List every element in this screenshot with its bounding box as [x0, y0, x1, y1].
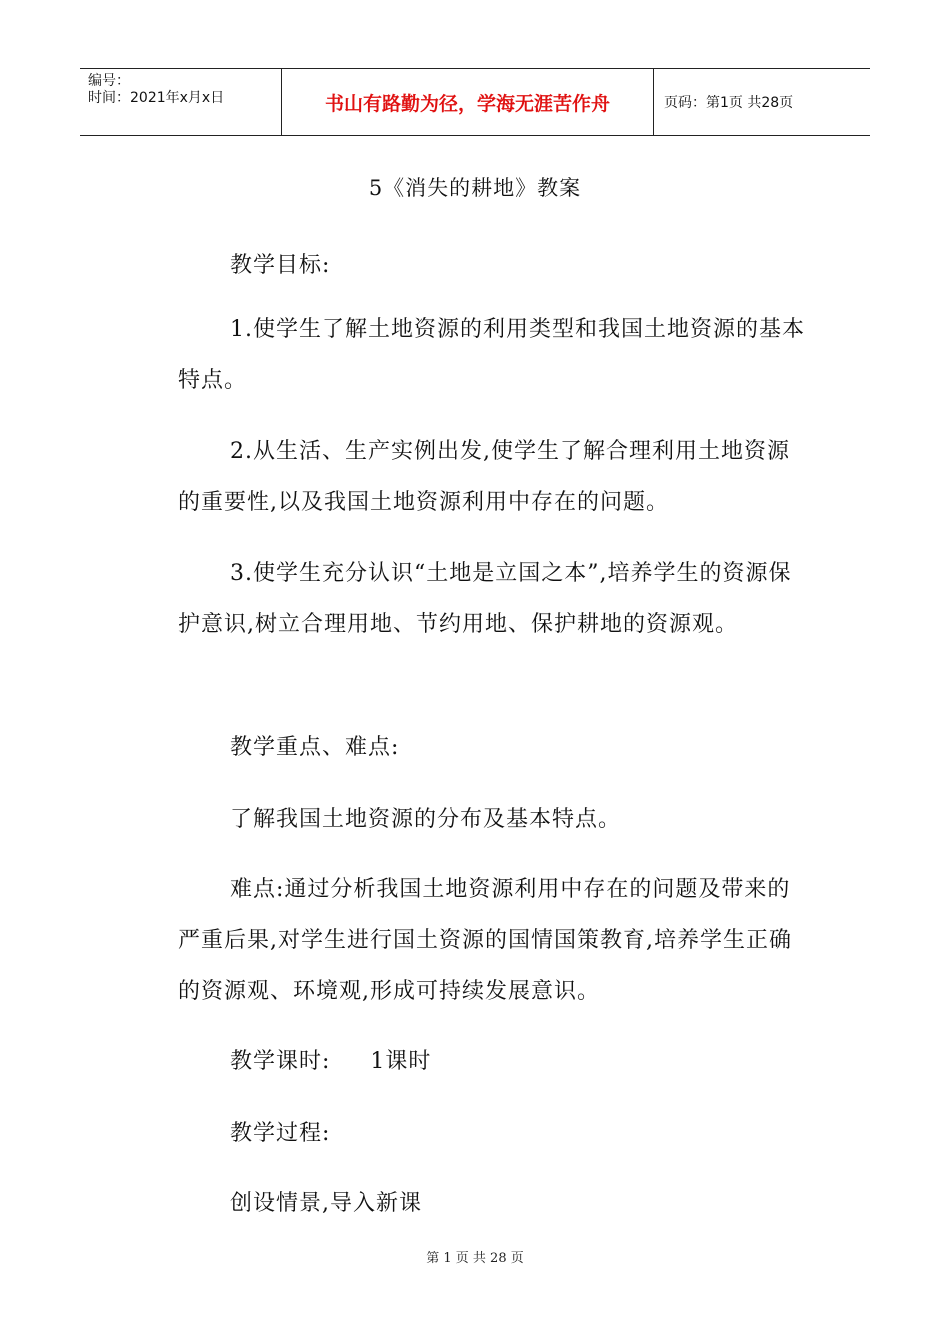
- header-motto: 书山有路勤为径，学海无涯苦作舟: [282, 69, 654, 135]
- section-heading-key-points: 教学重点、难点:: [230, 735, 400, 760]
- objective-3: 3.使学生充分认识“土地是立国之本”,培养学生的资源保护意识,树立合理用地、节约用地、保护耕地的资源观。: [178, 561, 792, 637]
- header-table: [80, 68, 870, 136]
- section-heading-objectives: 教学目标:: [230, 253, 331, 278]
- doc-number-label: 编号：: [88, 73, 130, 89]
- objective-2: 2.从生活、生产实例出发,使学生了解合理利用土地资源的重要性,以及我国土地资源利用中存在的问题。: [178, 439, 790, 515]
- objective-1: 1.使学生了解土地资源的利用类型和我国土地资源的基本特点。: [178, 317, 805, 393]
- difficult-point: 难点:通过分析我国土地资源利用中存在的问题及带来的严重后果,对学生进行国土资源的国情国策教育,培养学生正确的资源观、环境观,形成可持续发展意识。: [178, 877, 792, 1004]
- process-step-intro: 创设情景,导入新课: [230, 1191, 422, 1216]
- header-meta-cell: [80, 69, 282, 135]
- doc-date: 时间：2021年x月x日: [88, 90, 225, 106]
- document-title: 5《消失的耕地》教案: [368, 176, 582, 200]
- section-heading-process: 教学过程:: [230, 1121, 331, 1146]
- header-page-info: 页码：第1页 共28页: [664, 95, 794, 111]
- lesson-hours: 教学课时: 1课时: [230, 1049, 432, 1074]
- key-point: 了解我国土地资源的分布及基本特点。: [230, 807, 622, 832]
- page-footer: 第 1 页 共 28 页: [426, 1251, 524, 1266]
